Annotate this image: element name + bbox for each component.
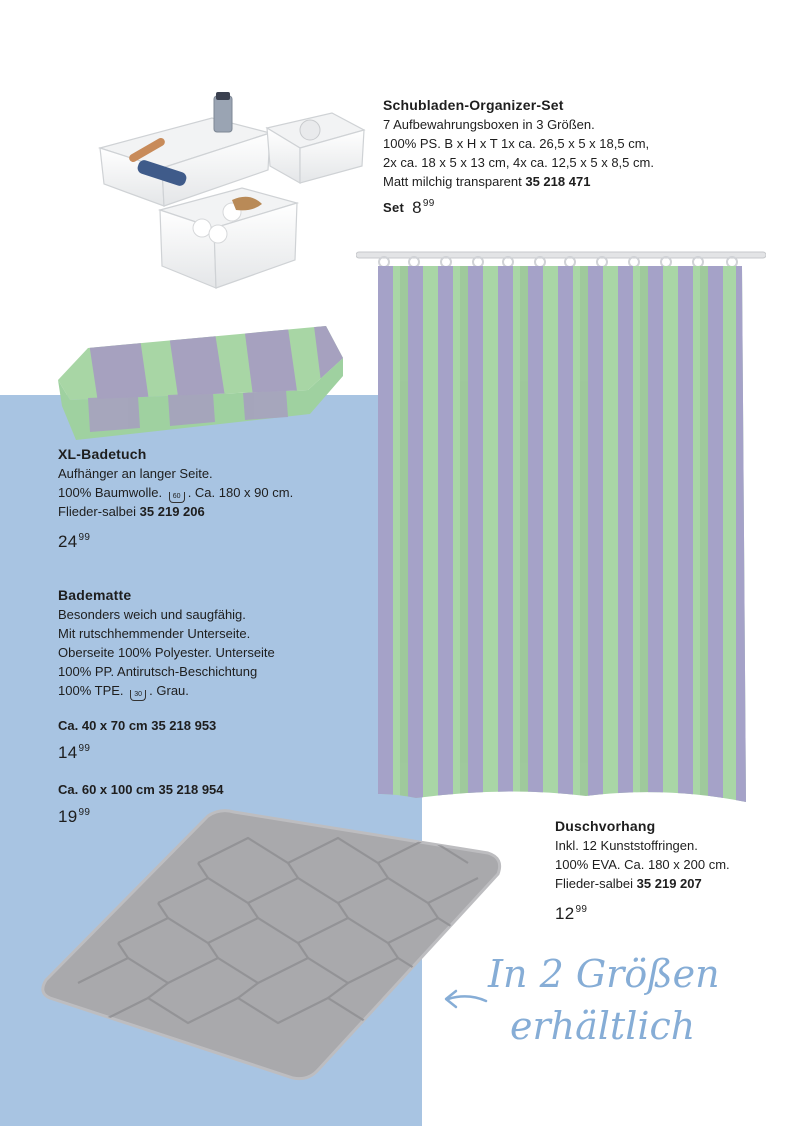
mat-title: Badematte — [58, 587, 132, 603]
curtain-info — [555, 816, 730, 925]
callout-line-1: In 2 Größen — [488, 952, 720, 996]
organizer-article-number: 35 218 471 — [525, 174, 591, 189]
organizer-price — [383, 193, 654, 219]
mat-size-small: Ca. 40 x 70 cm 35 218 953 — [58, 718, 217, 733]
mat-desc-line: Oberseite 100% Polyester. Unterseite — [58, 645, 275, 660]
arrow-left-icon — [440, 985, 490, 1015]
towel-price-cents: 99 — [78, 532, 91, 543]
mat-desc-line: Besonders weich und saugfähig. — [58, 607, 246, 622]
organizer-image — [92, 88, 372, 293]
organizer-desc-line: 100% PS. B x H x T 1x ca. 26,5 x 5 x 18,5 cm, — [383, 136, 650, 151]
organizer-price-main: 8 — [412, 198, 422, 217]
towel-color: Flieder-salbei — [58, 504, 137, 519]
towel-price-main: 24 — [58, 532, 78, 551]
organizer-desc-line: 7 Aufbewahrungsboxen in 3 Größen. — [383, 117, 595, 132]
towel-article-number: 35 219 206 — [139, 504, 205, 519]
mat-price-small-main: 14 — [58, 743, 78, 762]
curtain-price — [555, 899, 730, 925]
mat-desc-line: Mit rutschhemmender Unterseite. — [58, 626, 251, 641]
shower-curtain-image — [356, 246, 766, 802]
towel-price — [58, 527, 293, 553]
curtain-title: Duschvorhang — [555, 818, 656, 834]
wash-60-icon: 60 — [169, 492, 185, 503]
mat-material: 100% TPE. — [58, 683, 124, 698]
curtain-desc-line: 100% EVA. Ca. 180 x 200 cm. — [555, 857, 730, 872]
mat-size-small-line — [58, 716, 275, 735]
wash-30-icon: 30 — [130, 690, 146, 701]
mat-price-small — [58, 738, 275, 764]
mat-color: . Grau. — [149, 683, 189, 698]
towel-image — [58, 318, 348, 448]
curtain-price-main: 12 — [555, 904, 575, 923]
organizer-info — [383, 95, 654, 219]
mat-desc-line: 100% PP. Antirutsch-Beschichtung — [58, 664, 258, 679]
bath-mat-image — [38, 808, 508, 1083]
mat-price-large-cents: 99 — [78, 807, 91, 818]
towel-material: 100% Baumwolle. — [58, 485, 163, 500]
organizer-price-cents: 99 — [422, 198, 435, 209]
mat-size-large: Ca. 60 x 100 cm 35 218 954 — [58, 782, 224, 797]
mat-info — [58, 585, 275, 828]
curtain-article-number: 35 219 207 — [636, 876, 702, 891]
curtain-color-line — [555, 874, 730, 893]
organizer-desc-line: 2x ca. 18 x 5 x 13 cm, 4x ca. 12,5 x 5 x 8,5 cm. — [383, 155, 654, 170]
curtain-color: Flieder-salbei — [555, 876, 634, 891]
towel-material-line — [58, 483, 293, 502]
mat-price-large-main: 19 — [58, 807, 78, 826]
mat-price-small-cents: 99 — [78, 743, 91, 754]
towel-color-line — [58, 502, 293, 521]
organizer-price-prefix: Set — [383, 200, 405, 215]
towel-size: . Ca. 180 x 90 cm. — [187, 485, 294, 500]
mat-material-line — [58, 681, 275, 700]
organizer-title: Schubladen-Organizer-Set — [383, 97, 564, 113]
curtain-desc-line: Inkl. 12 Kunststoffringen. — [555, 838, 698, 853]
towel-info — [58, 444, 293, 553]
organizer-color: Matt milchig transparent — [383, 174, 522, 189]
organizer-color-line — [383, 172, 654, 191]
mat-size-large-line — [58, 780, 275, 799]
curtain-price-cents: 99 — [575, 904, 588, 915]
callout-line-2: erhältlich — [510, 1004, 696, 1048]
towel-desc-line: Aufhänger an langer Seite. — [58, 466, 213, 481]
towel-title: XL-Badetuch — [58, 446, 147, 462]
